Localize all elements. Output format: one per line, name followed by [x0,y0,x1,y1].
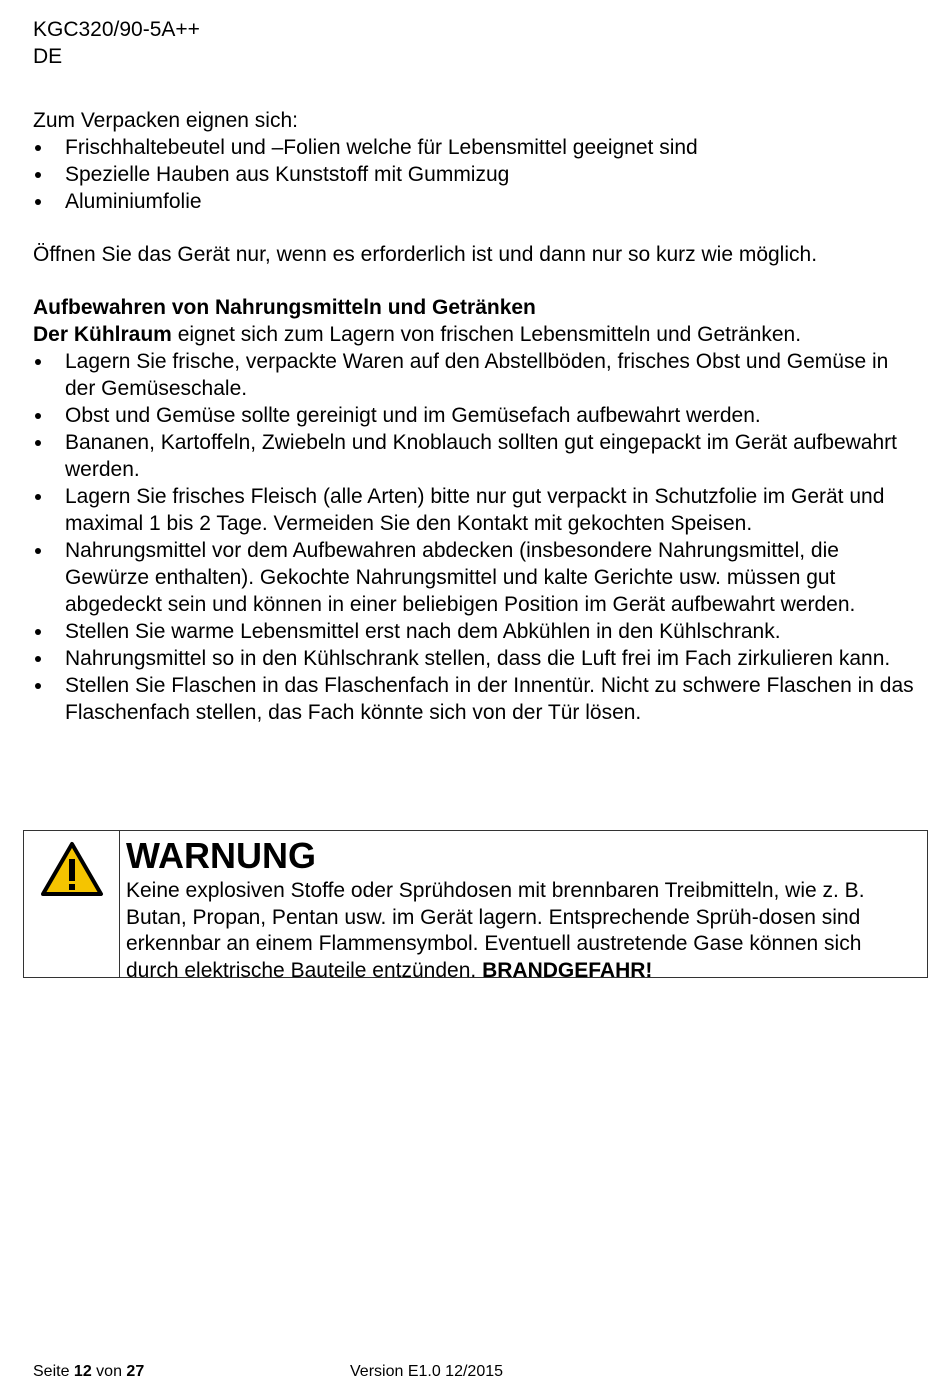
list-item: Obst und Gemüse sollte gereinigt und im Gemüsefach aufbewahrt werden. [33,402,923,429]
list-item: Spezielle Hauben aus Kunststoff mit Gummizug [33,161,923,188]
section-heading: Aufbewahren von Nahrungsmitteln und Getränken [33,296,536,319]
page-footer [33,1362,504,1382]
list-item: Frischhaltebeutel und –Folien welche für Lebensmittel geeignet sind [33,134,923,161]
page-separator: von [96,1363,122,1380]
list-item: Stellen Sie Flaschen in das Flaschenfach in der Innentür. Nicht zu schwere Flaschen in das Flaschenfach stellen, das Fach könnte sich von der Tür lösen. [33,672,923,726]
list-item: Nahrungsmittel so in den Kühlschrank stellen, dass die Luft frei im Fach zirkulieren kann. [33,645,923,672]
page-label: Seite [33,1363,70,1380]
storage-intro-text: eignet sich zum Lagern von frischen Lebensmitteln und Getränken. [171,323,802,346]
warning-body: Keine explosiven Stoffe oder Sprühdosen mit brennbaren Treibmitteln, wie z. B. Butan, Propan, Pentan usw. im Gerät lagern. Entsprechende Sprüh-dosen sind erkennbar an einem Flammensymbol. Eventuell austretende Gase können sich durch elektrische Bauteile entzünden. [126,879,865,982]
page-content [33,16,923,726]
list-item: Lagern Sie frisches Fleisch (alle Arten) bitte nur gut verpackt in Schutzfolie im Gerät und maximal 1 bis 2 Tage. Vermeiden Sie den Kontakt mit gekochten Speisen. [33,483,923,537]
list-item: Nahrungsmittel vor dem Aufbewahren abdecken (insbesondere Nahrungsmittel, die Gewürze enthalten). Gekochte Nahrungsmittel und kalte Gerichte usw. müssen gut abgedeckt sein und können in einer beliebigen Position im Gerät aufbewahrt werden. [33,537,923,618]
page-current: 12 [73,1363,92,1380]
page-number [33,1363,144,1380]
warning-emphasis: BRANDGEFAHR! [482,958,653,982]
packaging-intro: Zum Verpacken eignen sich: [33,109,298,132]
model-number: KGC320/90-5A++ [33,18,200,41]
list-item: Bananen, Kartoffeln, Zwiebeln und Knoblauch sollten gut eingepackt im Gerät aufbewahrt werden. [33,429,923,483]
warning-text [126,878,919,984]
warning-text-cell [120,831,927,982]
warning-triangle-icon [40,841,104,897]
language-code: DE [33,45,63,68]
packaging-list [33,134,923,215]
list-item: Stellen Sie warme Lebensmittel erst nach dem Abkühlen in den Kühlschrank. [33,618,923,645]
list-item: Aluminiumfolie [33,188,923,215]
warning-icon-cell [24,831,120,977]
storage-intro-bold: Der Kühlraum [33,323,172,346]
list-item: Lagern Sie frische, verpackte Waren auf den Abstellböden, frisches Obst und Gemüse in der Gemüseschale. [33,348,923,402]
storage-intro [33,321,923,348]
storage-list [33,348,923,726]
warning-title: WARNUNG [126,835,316,876]
version-info: Version E1.0 12/2015 [350,1363,504,1380]
page-total: 27 [126,1363,145,1380]
open-note: Öffnen Sie das Gerät nur, wenn es erforderlich ist und dann nur so kurz wie möglich. [33,243,818,266]
warning-box [23,830,928,982]
